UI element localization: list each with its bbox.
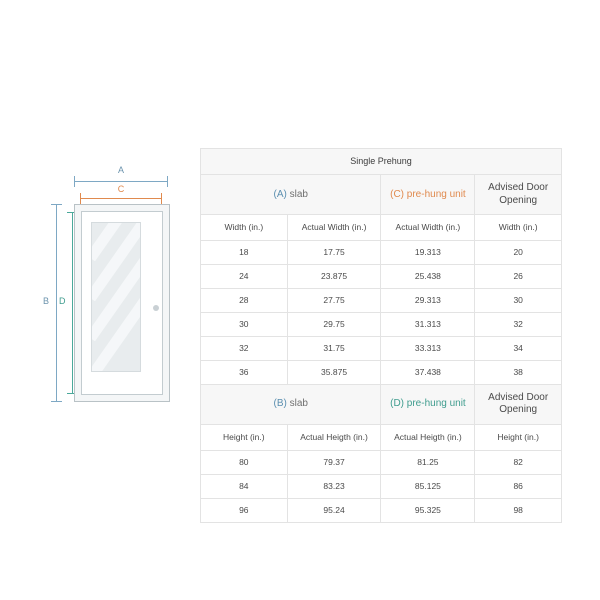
- cell: 17.75: [287, 240, 381, 264]
- cell: 82: [475, 450, 562, 474]
- group-letter-c: (C): [390, 188, 404, 200]
- cell: 38: [475, 360, 562, 384]
- cell: 23.875: [287, 264, 381, 288]
- table-row: [201, 312, 562, 336]
- table-row: [201, 360, 562, 384]
- col-header-height-opening: Height (in.): [475, 424, 562, 450]
- width-column-header-row: [201, 215, 562, 241]
- cell: 24: [201, 264, 288, 288]
- cell: 29.75: [287, 312, 381, 336]
- group-header-prehung-height: [381, 384, 475, 424]
- table-row: [201, 498, 562, 522]
- door-glass-panel: [91, 222, 141, 372]
- dimension-b: [44, 204, 60, 402]
- table-row: [201, 450, 562, 474]
- width-group-header-row: [201, 175, 562, 215]
- dimension-c-line: [80, 198, 162, 199]
- table-row: [201, 264, 562, 288]
- group-header-slab-width: [201, 175, 381, 215]
- col-header-height-slab-actual: Actual Heigth (in.): [287, 424, 381, 450]
- col-header-width-prehung-actual: Actual Width (in.): [381, 215, 475, 241]
- cell: 80: [201, 450, 288, 474]
- dimension-c-label: C: [117, 184, 125, 194]
- table-row: [201, 474, 562, 498]
- col-header-width-slab-actual: Actual Width (in.): [287, 215, 381, 241]
- table-title: Single Prehung: [201, 149, 562, 175]
- cell: 79.37: [287, 450, 381, 474]
- dimension-b-label: B: [43, 296, 50, 306]
- table-row: [201, 336, 562, 360]
- cell: 86: [475, 474, 562, 498]
- height-column-header-row: [201, 424, 562, 450]
- group-letter-d: (D): [390, 398, 404, 410]
- cell: 95.325: [381, 498, 475, 522]
- cell: 26: [475, 264, 562, 288]
- group-letter-a: (A): [273, 188, 287, 200]
- cell: 33.313: [381, 336, 475, 360]
- cell: 27.75: [287, 288, 381, 312]
- col-header-width-nominal: Width (in.): [201, 215, 288, 241]
- cell: 84: [201, 474, 288, 498]
- cell: 30: [201, 312, 288, 336]
- cell: 98: [475, 498, 562, 522]
- cell: 29.313: [381, 288, 475, 312]
- glass-streak: [91, 222, 141, 301]
- height-group-header-row: [201, 384, 562, 424]
- dimension-d-line: [72, 212, 73, 394]
- col-header-height-prehung-actual: Actual Heigth (in.): [381, 424, 475, 450]
- group-header-opening-width: Advised Door Opening: [475, 175, 562, 215]
- table-row: [201, 240, 562, 264]
- cell: 31.75: [287, 336, 381, 360]
- dimension-b-line: [56, 204, 57, 402]
- cell: 96: [201, 498, 288, 522]
- cell: 19.313: [381, 240, 475, 264]
- table-title-row: [201, 149, 562, 175]
- dimension-d-label: D: [59, 296, 66, 306]
- cell: 31.313: [381, 312, 475, 336]
- group-letter-b: (B): [273, 398, 287, 410]
- col-header-width-opening: Width (in.): [475, 215, 562, 241]
- group-label-slab-width: slab: [289, 188, 308, 200]
- size-chart: [200, 148, 562, 523]
- cell: 25.438: [381, 264, 475, 288]
- group-header-slab-height: [201, 384, 381, 424]
- cell: 32: [475, 312, 562, 336]
- cell: 81.25: [381, 450, 475, 474]
- cell: 20: [475, 240, 562, 264]
- dimension-a-label: A: [117, 165, 124, 175]
- group-label-prehung-height: pre-hung unit: [406, 398, 466, 410]
- cell: 85.125: [381, 474, 475, 498]
- cell: 83.23: [287, 474, 381, 498]
- cell: 34: [475, 336, 562, 360]
- group-label-slab-height: slab: [289, 398, 308, 410]
- size-table: [200, 148, 562, 523]
- col-header-height-nominal: Height (in.): [201, 424, 288, 450]
- cell: 32: [201, 336, 288, 360]
- door-handle-icon: [153, 305, 159, 311]
- group-header-prehung-width: [381, 175, 475, 215]
- group-label-prehung-width: pre-hung unit: [406, 188, 466, 200]
- cell: 37.438: [381, 360, 475, 384]
- cell: 35.875: [287, 360, 381, 384]
- cell: 18: [201, 240, 288, 264]
- dimension-a-line: [74, 181, 168, 182]
- dimension-c: [80, 186, 162, 202]
- cell: 28: [201, 288, 288, 312]
- cell: 95.24: [287, 498, 381, 522]
- cell: 36: [201, 360, 288, 384]
- table-row: [201, 288, 562, 312]
- group-header-opening-height: Advised Door Opening: [475, 384, 562, 424]
- cell: 30: [475, 288, 562, 312]
- door-diagram: [38, 160, 188, 420]
